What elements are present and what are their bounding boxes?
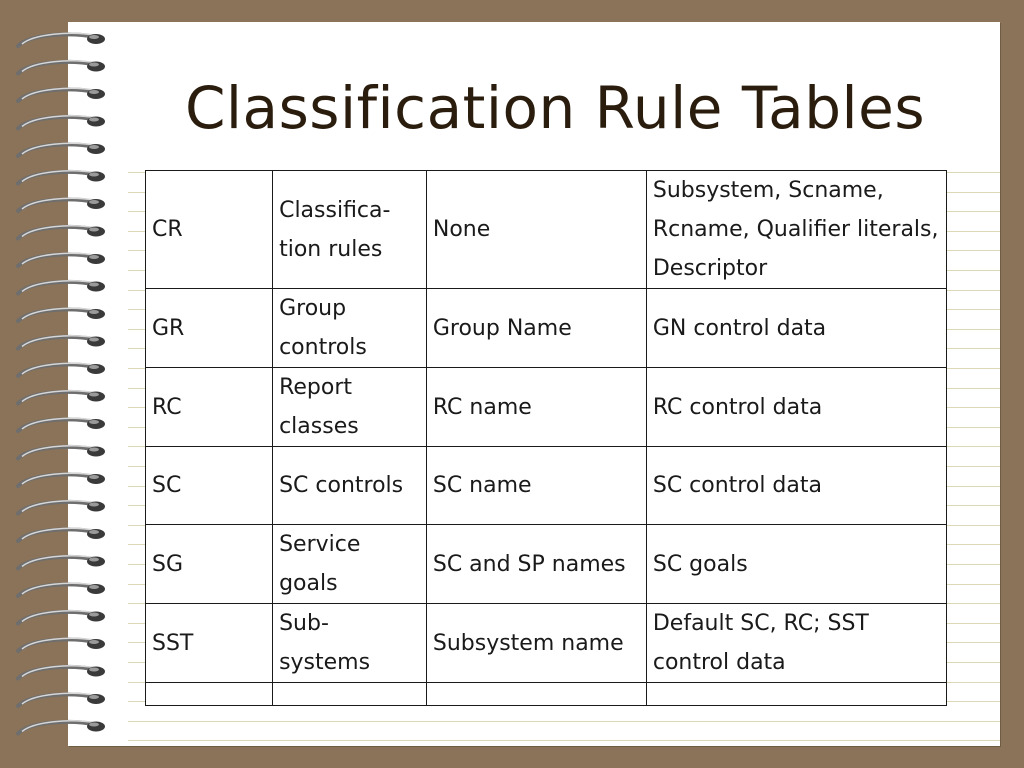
cell-code: CR — [146, 171, 273, 289]
cell-name: Classifica-tion rules — [273, 171, 427, 289]
cell-code: SG — [146, 525, 273, 604]
table-row — [146, 368, 947, 447]
spiral-ring — [18, 61, 105, 74]
spiral-ring — [18, 391, 105, 404]
table-row — [146, 289, 947, 368]
cell-qualifier: None — [426, 171, 646, 289]
spiral-ring — [18, 446, 105, 459]
cell-qualifier: SC and SP names — [426, 525, 646, 604]
spiral-ring — [18, 363, 105, 376]
spiral-ring — [18, 198, 105, 211]
spiral-ring — [18, 611, 105, 624]
ruled-line — [128, 721, 1000, 722]
spiral-ring — [18, 583, 105, 596]
cell-content: RC control data — [646, 368, 946, 447]
cell-empty — [426, 683, 646, 706]
cell-name: Group controls — [273, 289, 427, 368]
spiral-ring — [18, 308, 105, 321]
classification-rule-table — [145, 170, 947, 706]
spiral-ring — [18, 336, 105, 349]
spiral-ring — [18, 501, 105, 514]
spiral-ring — [18, 556, 105, 569]
spiral-ring — [18, 33, 105, 46]
cell-name: Sub-systems — [273, 604, 427, 683]
cell-empty — [146, 683, 273, 706]
spiral-ring — [18, 171, 105, 184]
spiral-ring — [18, 281, 105, 294]
cell-qualifier: RC name — [426, 368, 646, 447]
cell-code: GR — [146, 289, 273, 368]
cell-content: GN control data — [646, 289, 946, 368]
spiral-ring — [18, 528, 105, 541]
cell-empty — [646, 683, 946, 706]
spiral-ring — [18, 226, 105, 239]
cell-qualifier: SC name — [426, 447, 646, 525]
spiral-ring — [18, 143, 105, 156]
cell-name: Report classes — [273, 368, 427, 447]
cell-name: Service goals — [273, 525, 427, 604]
cell-code: SC — [146, 447, 273, 525]
spiral-ring — [18, 721, 105, 734]
table-row — [146, 604, 947, 683]
cell-content: Subsystem, Scname, Rcname, Qualifier literals, Descriptor — [646, 171, 946, 289]
table-row — [146, 525, 947, 604]
cell-code: SST — [146, 604, 273, 683]
table-row — [146, 447, 947, 525]
table-row-empty — [146, 683, 947, 706]
slide-title: Classification Rule Tables — [184, 74, 926, 142]
spiral-ring — [18, 693, 105, 706]
cell-content: SC goals — [646, 525, 946, 604]
cell-name: SC controls — [273, 447, 427, 525]
spiral-ring — [18, 473, 105, 486]
spiral-ring — [18, 638, 105, 651]
cell-content: SC control data — [646, 447, 946, 525]
cell-qualifier: Group Name — [426, 289, 646, 368]
table-row — [146, 171, 947, 289]
cell-qualifier: Subsystem name — [426, 604, 646, 683]
spiral-ring — [18, 253, 105, 266]
cell-code: RC — [146, 368, 273, 447]
cell-empty — [273, 683, 427, 706]
ruled-line — [128, 740, 1000, 741]
cell-content: Default SC, RC; SST control data — [646, 604, 946, 683]
spiral-ring — [18, 418, 105, 431]
spiral-ring — [18, 666, 105, 679]
